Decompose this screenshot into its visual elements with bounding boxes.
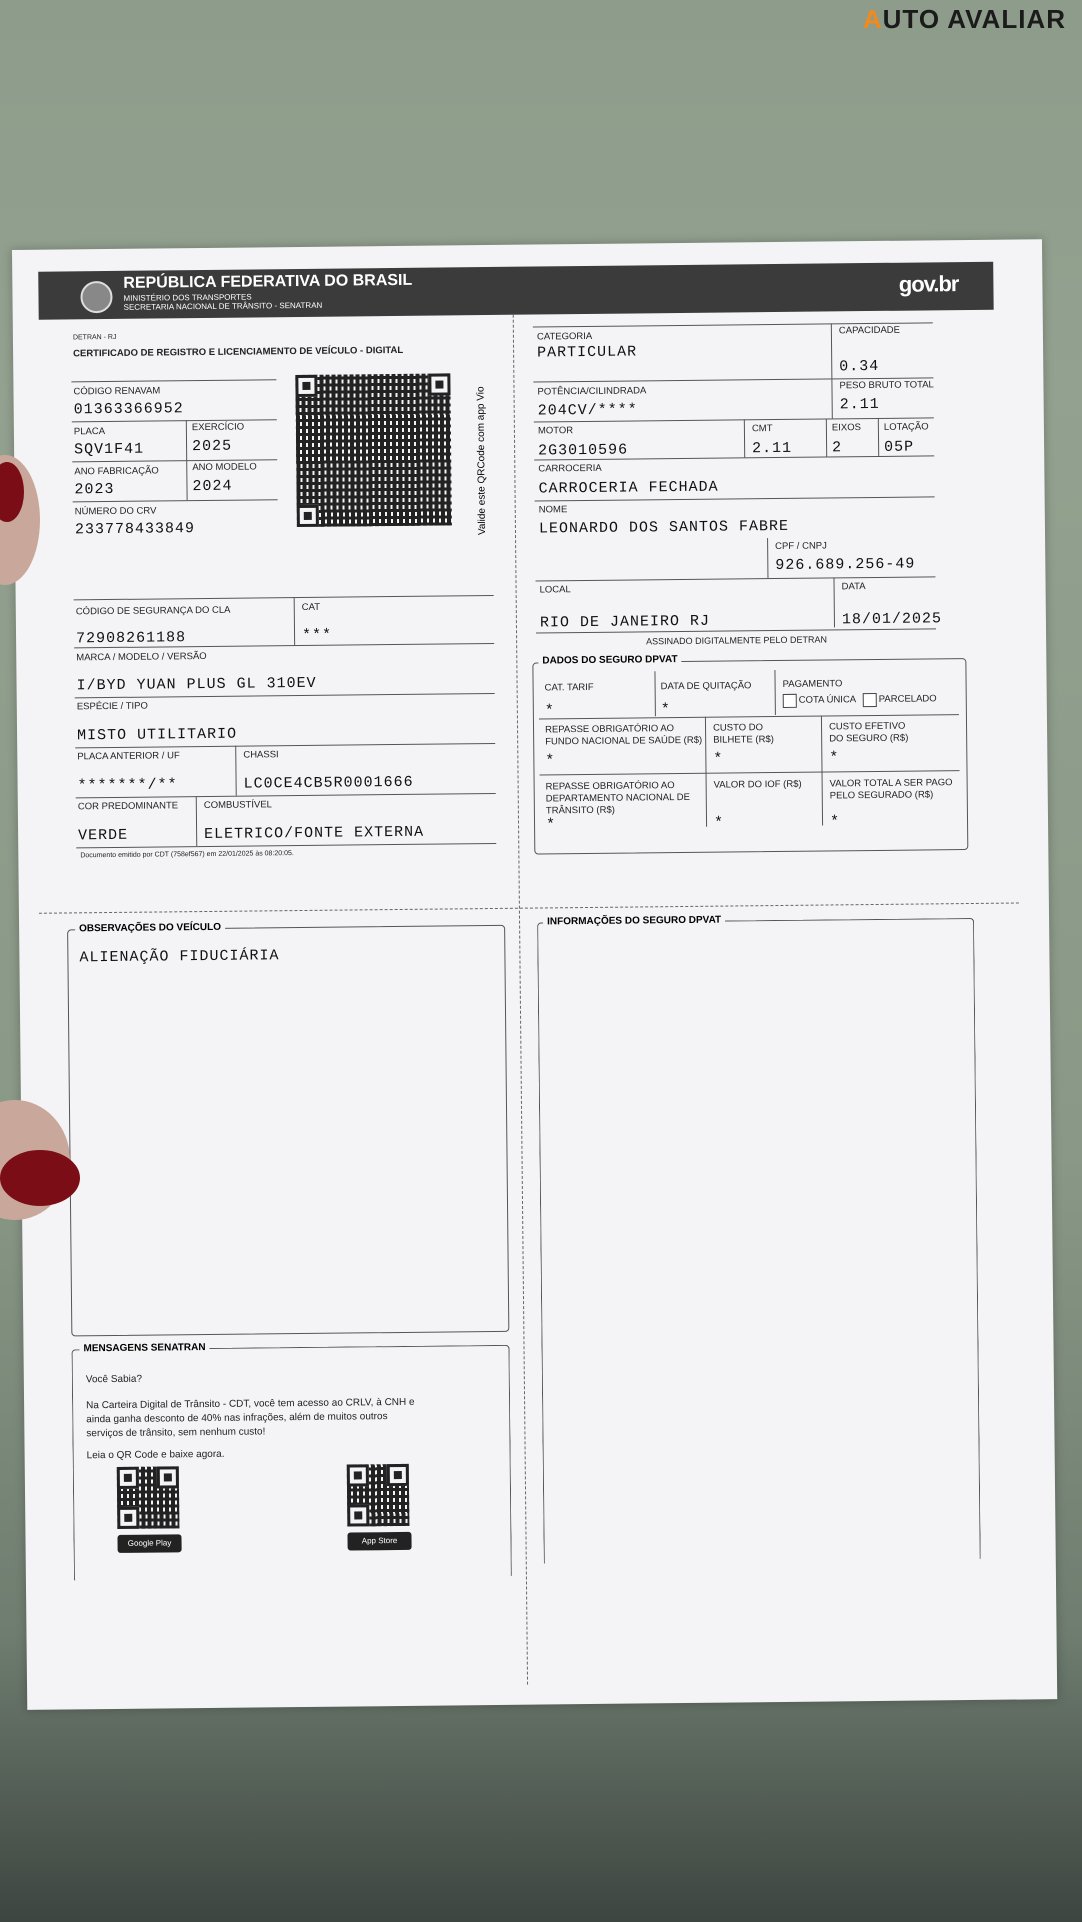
combustivel-value: ELETRICO/FONTE EXTERNA xyxy=(204,823,425,844)
custo-efetivo-value: * xyxy=(829,749,840,767)
center-divider xyxy=(513,315,528,1685)
senatran-question: Você Sabia? xyxy=(85,1373,143,1386)
lotacao-label: LOTAÇÃO xyxy=(883,421,929,433)
carroceria-value: CARROCERIA FECHADA xyxy=(538,478,719,498)
marca-value: I/BYD YUAN PLUS GL 310EV xyxy=(76,674,317,695)
fingernail-bottom xyxy=(0,1150,80,1206)
chassi-value: LC0CE4CB5R0001666 xyxy=(243,773,414,793)
cota-unica-label: COTA ÚNICA xyxy=(798,694,857,706)
watermark-text: UTO AVALIAR xyxy=(882,4,1066,34)
carroceria-label: CARROCERIA xyxy=(538,462,602,475)
ano-fabricacao-label: ANO FABRICAÇÃO xyxy=(74,465,159,478)
exercicio-label: EXERCÍCIO xyxy=(191,421,245,434)
cat-value: *** xyxy=(301,626,333,644)
chassi-label: CHASSI xyxy=(243,749,279,761)
crv-label: NÚMERO DO CRV xyxy=(74,505,157,518)
placa-value: SQV1F41 xyxy=(74,440,145,459)
local-value: RIO DE JANEIRO RJ xyxy=(539,612,711,632)
app-store-qr-code[interactable] xyxy=(347,1464,410,1527)
parcelado-checkbox[interactable] xyxy=(863,693,877,707)
peso-value: 2.11 xyxy=(839,395,880,414)
observacoes-box xyxy=(67,925,509,1337)
cmt-label: CMT xyxy=(751,423,773,435)
quitacao-value: * xyxy=(660,701,671,719)
repasse-transito-value: * xyxy=(545,816,557,834)
info-dpvat-title: INFORMAÇÕES DO SEGURO DPVAT xyxy=(543,915,725,928)
exercicio-value: 2025 xyxy=(191,437,233,456)
pagamento-label: PAGAMENTO xyxy=(782,678,843,690)
google-play-badge[interactable]: Google Play xyxy=(117,1534,181,1553)
custo-efetivo-label: CUSTO EFETIVO DO SEGURO (R$) xyxy=(828,720,909,745)
capacidade-value: 0.34 xyxy=(839,357,880,376)
crlv-document xyxy=(12,239,1057,1710)
custo-bilhete-value: * xyxy=(713,750,724,768)
observacoes-value: ALIENAÇÃO FIDUCIÁRIA xyxy=(79,947,280,967)
watermark-accent: A xyxy=(862,4,883,34)
placa-label: PLACA xyxy=(73,426,106,438)
fold-divider xyxy=(39,902,1019,913)
senatran-paragraph: Na Carteira Digital de Trânsito - CDT, você tem acesso ao CRLV, à CNH e ainda ganha desconto de 40% nas infrações, além de muitos outros serviços de trânsito, sem nenhum custo! xyxy=(86,1396,415,1440)
senatran-title: MENSAGENS SENATRAN xyxy=(79,1342,209,1354)
motor-value: 2G3010596 xyxy=(538,441,629,460)
marca-label: MARCA / MODELO / VERSÃO xyxy=(76,650,207,664)
detran-label: DETRAN - RJ xyxy=(72,333,117,342)
placa-anterior-value: *******/** xyxy=(77,776,178,795)
especie-value: MISTO UTILITARIO xyxy=(77,725,238,745)
ano-modelo-label: ANO MODELO xyxy=(192,461,257,474)
peso-label: PESO BRUTO TOTAL xyxy=(839,379,934,392)
potencia-value: 204CV/**** xyxy=(537,401,638,420)
coat-of-arms-icon xyxy=(80,281,112,313)
quitacao-label: DATA DE QUITAÇÃO xyxy=(660,680,752,693)
ano-fabricacao-value: 2023 xyxy=(74,480,115,499)
especie-label: ESPÉCIE / TIPO xyxy=(76,700,148,713)
cor-label: COR PREDOMINANTE xyxy=(77,800,179,813)
validation-qr-code[interactable] xyxy=(295,373,452,527)
cpf-value: 926.689.256-49 xyxy=(775,555,916,575)
eixos-label: EIXOS xyxy=(831,422,862,434)
placa-anterior-label: PLACA ANTERIOR / UF xyxy=(77,750,180,763)
qr-caption: Valide este QRCode com app Vio xyxy=(475,386,489,536)
document-header xyxy=(38,262,993,320)
dpvat-title: DADOS DO SEGURO DPVAT xyxy=(538,654,681,666)
govbr-logo: gov.br xyxy=(898,271,959,297)
motor-label: MOTOR xyxy=(537,425,574,437)
nome-value: LEONARDO DOS SANTOS FABRE xyxy=(538,517,790,538)
capacidade-label: CAPACIDADE xyxy=(838,324,901,337)
iof-label: VALOR DO IOF (R$) xyxy=(713,778,802,791)
renavam-label: CÓDIGO RENAVAM xyxy=(73,385,161,398)
iof-value: * xyxy=(713,814,725,832)
data-label: DATA xyxy=(841,581,866,593)
info-dpvat-box xyxy=(537,918,981,1564)
app-store-badge[interactable]: App Store xyxy=(347,1532,411,1551)
assinado-label: ASSINADO DIGITALMENTE PELO DETRAN xyxy=(646,634,828,647)
cla-label: CÓDIGO DE SEGURANÇA DO CLA xyxy=(75,604,231,618)
data-value: 18/01/2025 xyxy=(841,610,943,629)
nome-label: NOME xyxy=(538,504,568,516)
observacoes-title: OBSERVAÇÕES DO VEÍCULO xyxy=(75,922,225,935)
cat-tarif-value: * xyxy=(544,702,555,720)
ano-modelo-value: 2024 xyxy=(192,477,233,496)
cpf-label: CPF / CNPJ xyxy=(775,540,827,553)
parcelado-label: PARCELADO xyxy=(878,693,937,705)
renavam-value: 01363366952 xyxy=(73,400,184,419)
crv-value: 233778433849 xyxy=(74,520,196,539)
emission-note: Documento emitido por CDT (758ef567) em 22/01/2025 às 08:20:05. xyxy=(80,850,294,860)
categoria-label: CATEGORIA xyxy=(536,330,593,343)
lotacao-value: 05P xyxy=(884,438,915,456)
eixos-value: 2 xyxy=(832,439,843,457)
document-title: CERTIFICADO DE REGISTRO E LICENCIAMENTO DE VEÍCULO - DIGITAL xyxy=(73,344,404,360)
header-title: REPÚBLICA FEDERATIVA DO BRASIL xyxy=(123,271,413,292)
repasse-saude-label: REPASSE OBRIGATÓRIO AO FUNDO NACIONAL DE SAÚDE (R$) xyxy=(544,723,703,748)
cor-value: VERDE xyxy=(78,826,129,845)
cota-unica-checkbox[interactable] xyxy=(783,694,797,708)
total-label: VALOR TOTAL A SER PAGO PELO SEGURADO (R$) xyxy=(829,777,953,802)
cmt-value: 2.11 xyxy=(752,439,793,458)
repasse-saude-value: * xyxy=(545,752,556,770)
google-play-qr-code[interactable] xyxy=(117,1466,180,1529)
senatran-call: Leia o QR Code e baixe agora. xyxy=(86,1448,225,1462)
watermark xyxy=(863,4,1066,35)
repasse-transito-label: REPASSE OBRIGATÓRIO AO DEPARTAMENTO NACIONAL DE TRÂNSITO (R$) xyxy=(545,780,690,817)
custo-bilhete-label: CUSTO DO BILHETE (R$) xyxy=(712,722,774,746)
potencia-label: POTÊNCIA/CILINDRADA xyxy=(537,385,647,398)
combustivel-label: COMBUSTÍVEL xyxy=(203,799,272,812)
local-label: LOCAL xyxy=(539,584,571,596)
categoria-value: PARTICULAR xyxy=(537,343,638,362)
cat-tarif-label: CAT. TARIF xyxy=(544,681,594,694)
total-value: * xyxy=(829,813,841,831)
cat-label: CAT xyxy=(301,601,321,613)
header-subtitle: MINISTÉRIO DOS TRANSPORTES SECRETARIA NACIONAL DE TRÂNSITO - SENATRAN xyxy=(123,292,323,312)
cla-value: 72908261188 xyxy=(75,629,187,648)
